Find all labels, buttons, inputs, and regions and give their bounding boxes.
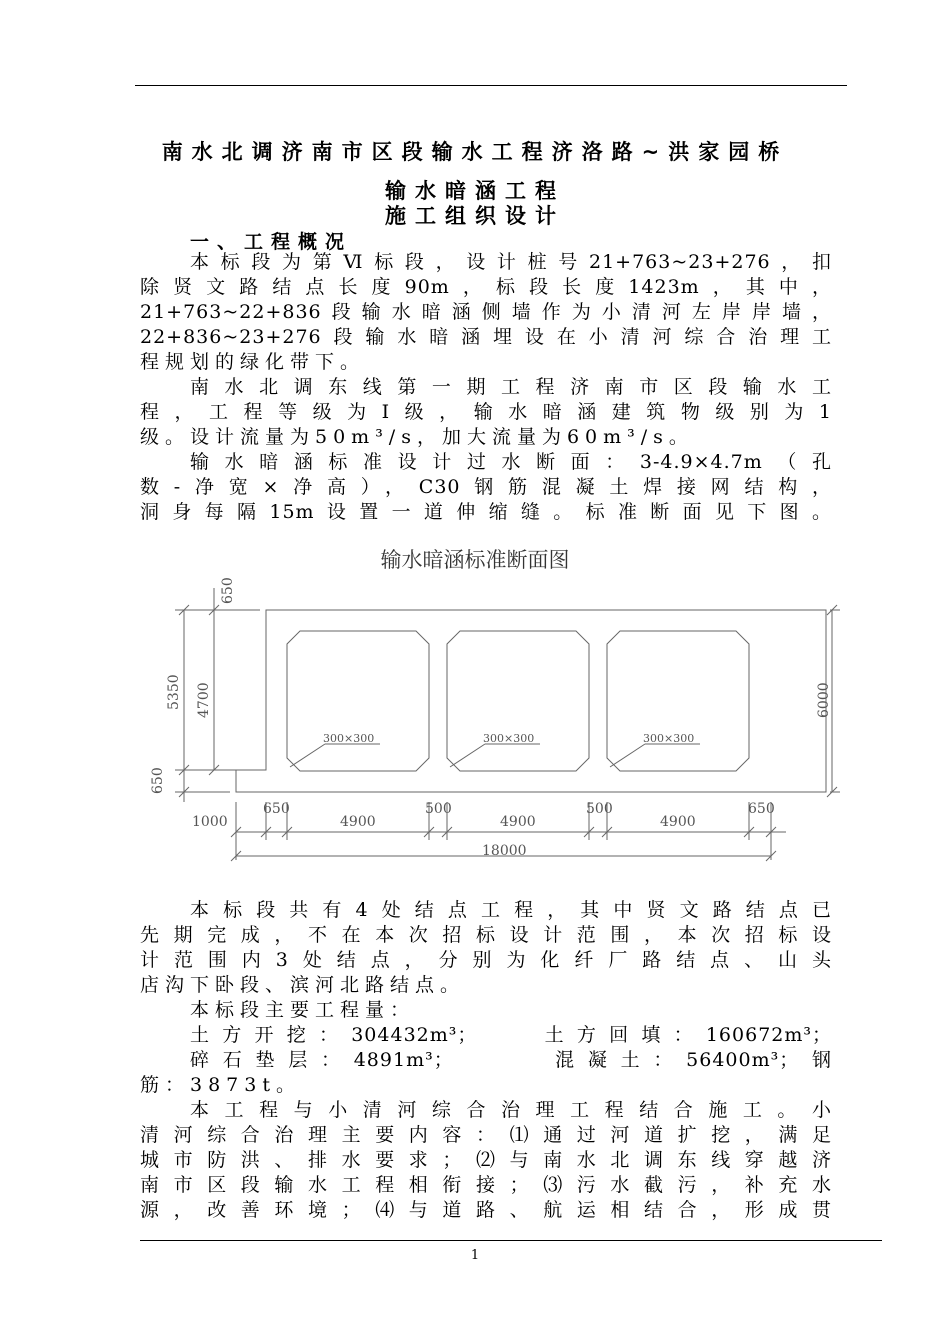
para4-line: 本标段共有4处结点工程，其中贤文路结点已 — [190, 899, 832, 921]
para3-line: 输水暗涵标准设计过水断面：3-4.9×4.7m（孔 — [190, 451, 832, 473]
chamfer-label-2: 300×300 — [483, 732, 535, 745]
chamber-3 — [607, 631, 749, 771]
para5-line: 本标段主要工程量： — [190, 999, 416, 1021]
dim-chamber-width-2: 4900 — [500, 814, 536, 830]
para5-line: 土方开挖：304432m³； 土方回填：160672m³； — [190, 1024, 832, 1046]
para6-line: 源，改善环境；⑷与道路、航运相结合，形成贯 — [140, 1199, 832, 1221]
para1-line: 本标段为第Ⅵ标段，设计桩号21+763~23+276，扣 — [190, 251, 832, 273]
para3-line: 数-净宽×净高），C30钢筋混凝土焊接网结构， — [140, 476, 832, 498]
para6-line: 南市区段输水工程相衔接；⑶污水截污，补充水 — [140, 1174, 832, 1196]
dim-mid-wall-1: 500 — [425, 801, 452, 817]
para6-line: 清河综合治理主要内容：⑴通过河道扩挖，满足 — [140, 1124, 832, 1146]
dim-left-wall: 650 — [263, 801, 290, 817]
para1-line: 21+763~22+836段输水暗涵侧墙作为小清河左岸岸墙， — [140, 301, 832, 323]
document-title-line1: 南水北调济南市区段输水工程济洛路~洪家园桥 — [161, 140, 789, 164]
header-rule — [135, 85, 847, 86]
dim-chamber-width-1: 4900 — [340, 814, 376, 830]
dim-toe: 1000 — [192, 814, 228, 830]
section-heading: 一、工程概况 — [190, 231, 353, 253]
para5-line: 碎石垫层：4891m³； 混凝土：56400m³；钢 — [190, 1049, 832, 1071]
dim-top-cover: 650 — [220, 577, 236, 604]
dim-total-width: 18000 — [482, 843, 527, 859]
document-title-line3: 施工组织设计 — [385, 204, 565, 228]
dim-mid-wall-2: 500 — [586, 801, 613, 817]
culvert-outline — [236, 610, 826, 792]
para4-line: 店沟下卧段、滨河北路结点。 — [140, 974, 466, 996]
document-title-line2: 输水暗涵工程 — [385, 179, 565, 203]
dim-bottom-slab: 650 — [150, 767, 166, 794]
para4-line: 计范围内3处结点，分别为化纤厂路结点、山头 — [140, 949, 832, 971]
para6-line: 本工程与小清河综合治理工程结合施工。小 — [190, 1099, 832, 1121]
dim-chamber-width-3: 4900 — [660, 814, 696, 830]
dim-overall-height: 5350 — [166, 674, 182, 710]
chamfer-label-1: 300×300 — [323, 732, 375, 745]
dim-right-height: 6000 — [816, 682, 832, 718]
para3-line: 洞身每隔15m设置一道伸缩缝。标准断面见下图。 — [140, 501, 832, 523]
dim-right-wall: 650 — [748, 801, 775, 817]
para1-line: 除贤文路结点长度90m，标段长度1423m，其中， — [140, 276, 832, 298]
para2-line: 南水北调东线第一期工程济南市区段输水工 — [190, 376, 832, 398]
para2-line: 级。设计流量为50m³/s，加大流量为60m³/s。 — [140, 426, 694, 448]
para2-line: 程，工程等级为Ⅰ级，输水暗涵建筑物级别为1 — [140, 401, 832, 423]
footer-rule — [140, 1240, 882, 1241]
para4-line: 先期完成，不在本次招标设计范围，本次招标设 — [140, 924, 832, 946]
para5-line: 筋：3873t。 — [140, 1074, 301, 1096]
chamber-2 — [447, 631, 589, 771]
dim-chamber-height: 4700 — [196, 682, 212, 718]
chamfer-label-3: 300×300 — [643, 732, 695, 745]
chamber-1 — [287, 631, 429, 771]
para1-line: 22+836~23+276段输水暗涵埋设在小清河综合治理工 — [140, 326, 832, 348]
para1-line: 程规划的绿化带下。 — [140, 351, 366, 373]
diagram-title: 输水暗涵标准断面图 — [380, 548, 570, 572]
para6-line: 城市防洪、排水要求；⑵与南水北调东线穿越济 — [140, 1149, 832, 1171]
culvert-cross-section-diagram — [140, 570, 832, 870]
page-number: 1 — [470, 1248, 480, 1263]
